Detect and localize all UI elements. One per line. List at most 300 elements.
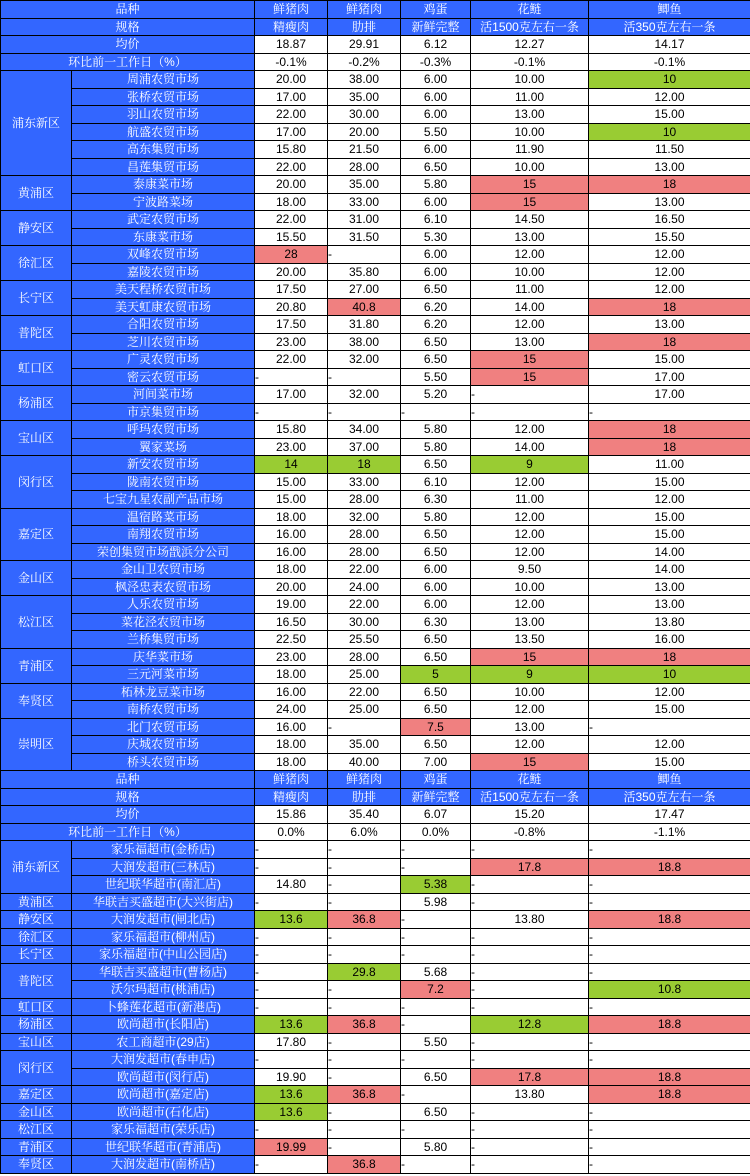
price-cell-empty: - (401, 911, 471, 929)
district-label: 闵行区 (1, 1051, 72, 1086)
market-row (1, 351, 750, 369)
market-row (1, 1121, 750, 1139)
price-cell-empty: - (471, 1156, 589, 1174)
market-name: 菜花泾农贸市场 (72, 613, 255, 631)
market-row (1, 333, 750, 351)
market-name: 七宝九星农副产品市场 (72, 491, 255, 509)
price-cell: 5.20 (401, 386, 471, 404)
market-row (1, 176, 750, 194)
price-cell-high: 18 (589, 648, 750, 666)
price-cell: 12.00 (471, 316, 589, 334)
price-cell-empty: - (401, 946, 471, 964)
price-cell: 28.00 (328, 543, 401, 561)
price-cell: 38.00 (328, 71, 401, 89)
price-cell: 11.50 (589, 141, 750, 159)
price-cell: 17.00 (589, 368, 750, 386)
average-price: 6.12 (401, 36, 471, 54)
price-cell: 6.00 (401, 193, 471, 211)
price-cell: 10.00 (471, 263, 589, 281)
market-row (1, 666, 750, 684)
market-row (1, 263, 750, 281)
price-cell: 11.00 (471, 88, 589, 106)
price-cell-empty: - (328, 876, 401, 894)
spec-cell: 活1500克左右一条 (471, 18, 589, 36)
price-cell-low: 18 (328, 456, 401, 474)
market-name: 家乐福超市(荣乐店) (72, 1121, 255, 1139)
price-cell: 17.00 (255, 88, 328, 106)
market-row (1, 946, 750, 964)
price-cell: 28.00 (328, 648, 401, 666)
average-price: 17.47 (589, 806, 750, 824)
price-cell: 16.00 (255, 718, 328, 736)
price-cell-empty: - (328, 1138, 401, 1156)
price-cell: 14.50 (471, 211, 589, 229)
district-label: 松江区 (1, 596, 72, 649)
price-cell: 12.00 (471, 543, 589, 561)
price-cell-empty: - (471, 386, 589, 404)
price-cell: 22.00 (328, 561, 401, 579)
price-cell: 18.00 (255, 736, 328, 754)
price-cell: 10.00 (471, 578, 589, 596)
market-name: 武定农贸市场 (72, 211, 255, 229)
price-cell: 11.00 (471, 281, 589, 299)
price-cell-low: 10 (589, 666, 750, 684)
price-cell: 32.00 (328, 386, 401, 404)
market-name: 荣创集贸市场戬浜分公司 (72, 543, 255, 561)
price-cell-high: 18.8 (589, 1016, 750, 1034)
market-name: 张桥农贸市场 (72, 88, 255, 106)
district-label: 青浦区 (1, 1138, 72, 1156)
price-cell: 11.90 (471, 141, 589, 159)
price-cell: 25.50 (328, 631, 401, 649)
price-cell-empty: - (328, 998, 401, 1016)
price-cell: 15.00 (589, 526, 750, 544)
spec-label: 规格 (1, 18, 255, 36)
price-cell-low: 10 (589, 123, 750, 141)
price-cell: 12.00 (471, 596, 589, 614)
price-cell-low: 13.6 (255, 1016, 328, 1034)
price-cell: 25.00 (328, 666, 401, 684)
price-cell: 6.20 (401, 316, 471, 334)
price-cell-high: 15 (471, 351, 589, 369)
average-price: 15.20 (471, 806, 589, 824)
price-cell-empty: - (471, 1033, 589, 1051)
market-name: 金山卫农贸市场 (72, 561, 255, 579)
price-cell-empty: - (589, 928, 750, 946)
price-cell: 6.50 (401, 281, 471, 299)
market-row (1, 211, 750, 229)
price-cell-empty: - (328, 928, 401, 946)
price-cell-low: 9 (471, 456, 589, 474)
market-name: 沃尔玛超市(桃浦店) (72, 981, 255, 999)
market-name: 航盛农贸市场 (72, 123, 255, 141)
market-row (1, 701, 750, 719)
market-row (1, 158, 750, 176)
market-name: 人乐农贸市场 (72, 596, 255, 614)
change-label: 环比前一工作日（%） (1, 53, 255, 71)
price-cell: 17.00 (255, 123, 328, 141)
price-cell: 10.00 (471, 71, 589, 89)
district-label: 宝山区 (1, 421, 72, 456)
price-cell: 12.00 (589, 281, 750, 299)
price-cell-high: 18.8 (589, 1068, 750, 1086)
price-cell-empty: - (255, 981, 328, 999)
price-cell: 20.00 (328, 123, 401, 141)
price-cell: 5.80 (401, 508, 471, 526)
price-cell-high: 18.8 (589, 858, 750, 876)
market-row (1, 281, 750, 299)
price-cell-empty: - (328, 946, 401, 964)
price-cell: 22.00 (255, 158, 328, 176)
price-cell-low: 29.8 (328, 963, 401, 981)
market-name: 周浦农贸市场 (72, 71, 255, 89)
price-cell: 20.00 (255, 263, 328, 281)
price-cell: 30.00 (328, 613, 401, 631)
price-cell: 15.00 (255, 473, 328, 491)
price-cell: 6.50 (401, 158, 471, 176)
price-cell-empty: - (328, 1103, 401, 1121)
price-cell-empty: - (328, 718, 401, 736)
price-cell: 6.00 (401, 596, 471, 614)
price-cell: 15.00 (589, 351, 750, 369)
price-cell: 19.00 (255, 596, 328, 614)
market-row (1, 561, 750, 579)
market-name: 桥头农贸市场 (72, 753, 255, 771)
price-cell: 15.00 (589, 701, 750, 719)
district-label: 普陀区 (1, 316, 72, 351)
price-cell: 13.00 (471, 613, 589, 631)
market-name: 昌莲集贸市场 (72, 158, 255, 176)
price-cell: 18.00 (255, 508, 328, 526)
average-price: 35.40 (328, 806, 401, 824)
market-row (1, 473, 750, 491)
price-cell: 13.80 (471, 911, 589, 929)
price-cell-empty: - (471, 963, 589, 981)
price-cell: 13.00 (471, 333, 589, 351)
price-cell-empty: - (589, 403, 750, 421)
market-row (1, 123, 750, 141)
price-cell: 28.00 (328, 491, 401, 509)
change-label: 环比前一工作日（%） (1, 823, 255, 841)
price-cell: 16.50 (589, 211, 750, 229)
spec-cell: 活350克左右一条 (589, 18, 750, 36)
price-cell-empty: - (328, 403, 401, 421)
market-row (1, 88, 750, 106)
market-row (1, 508, 750, 526)
change-percent: -0.1% (589, 53, 750, 71)
market-name: 大润发超市(三林店) (72, 858, 255, 876)
price-cell-high: 36.8 (328, 1086, 401, 1104)
price-cell: 13.00 (471, 228, 589, 246)
market-name: 嘉陵农贸市场 (72, 263, 255, 281)
price-cell: 5.98 (401, 893, 471, 911)
price-cell-empty: - (401, 1121, 471, 1139)
spec-row (1, 788, 750, 806)
price-cell: 6.50 (401, 543, 471, 561)
market-name: 农工商超市(29店) (72, 1033, 255, 1051)
price-cell-empty: - (401, 841, 471, 859)
price-cell: 28.00 (328, 158, 401, 176)
price-cell: 10.00 (471, 123, 589, 141)
price-cell: 33.00 (328, 473, 401, 491)
price-cell: 6.00 (401, 246, 471, 264)
price-cell: 12.00 (589, 246, 750, 264)
price-cell-empty: - (589, 718, 750, 736)
market-row (1, 613, 750, 631)
price-cell-empty: - (255, 368, 328, 386)
market-name: 芝川农贸市场 (72, 333, 255, 351)
price-cell-high: 18 (589, 438, 750, 456)
market-row (1, 106, 750, 124)
price-cell-empty: - (401, 1086, 471, 1104)
market-name: 呼玛农贸市场 (72, 421, 255, 439)
spec-row (1, 18, 750, 36)
price-cell: 6.00 (401, 106, 471, 124)
market-name: 华联吉买盛超市(曹杨店) (72, 963, 255, 981)
price-cell-empty: - (401, 1051, 471, 1069)
market-row (1, 911, 750, 929)
change-percent: -0.1% (471, 53, 589, 71)
price-cell: 23.00 (255, 438, 328, 456)
price-cell: 12.00 (471, 736, 589, 754)
price-cell-empty: - (255, 1156, 328, 1174)
price-cell: 6.10 (401, 473, 471, 491)
market-name: 欧尚超市(长阳店) (72, 1016, 255, 1034)
column-header-product: 花鲢 (471, 771, 589, 789)
price-cell: 17.00 (589, 386, 750, 404)
market-row (1, 403, 750, 421)
price-cell: 12.00 (471, 473, 589, 491)
market-name: 温宿路菜市场 (72, 508, 255, 526)
price-cell: 27.00 (328, 281, 401, 299)
price-cell: 22.00 (255, 211, 328, 229)
price-cell-high: 18 (589, 298, 750, 316)
price-cell-high: 17.8 (471, 858, 589, 876)
district-label: 杨浦区 (1, 386, 72, 421)
price-cell-empty: - (589, 1033, 750, 1051)
price-cell: 6.50 (401, 456, 471, 474)
market-name: 市京集贸市场 (72, 403, 255, 421)
market-name: 家乐福超市(金桥店) (72, 841, 255, 859)
district-label: 宝山区 (1, 1033, 72, 1051)
market-name: 翼家菜场 (72, 438, 255, 456)
market-name: 高东集贸市场 (72, 141, 255, 159)
price-cell: 17.80 (255, 1033, 328, 1051)
price-cell: 6.50 (401, 1103, 471, 1121)
market-name: 庆华菜市场 (72, 648, 255, 666)
price-cell-low: 9 (471, 666, 589, 684)
spec-cell: 活350克左右一条 (589, 788, 750, 806)
market-row (1, 998, 750, 1016)
price-cell: 18.00 (255, 561, 328, 579)
market-row (1, 928, 750, 946)
price-cell: 18.00 (255, 193, 328, 211)
price-cell: 33.00 (328, 193, 401, 211)
market-name: 庆城农贸市场 (72, 736, 255, 754)
market-name: 大润发超市(闸北店) (72, 911, 255, 929)
price-cell: 13.00 (589, 316, 750, 334)
price-cell: 13.00 (471, 718, 589, 736)
spec-cell: 精瘦肉 (255, 18, 328, 36)
price-cell-empty: - (471, 841, 589, 859)
market-name: 南桥农贸市场 (72, 701, 255, 719)
price-cell-low: 10.8 (589, 981, 750, 999)
market-name: 北门农贸市场 (72, 718, 255, 736)
column-header-product: 鸡蛋 (401, 771, 471, 789)
average-price: 15.86 (255, 806, 328, 824)
price-cell: 23.00 (255, 648, 328, 666)
price-cell: 13.00 (471, 106, 589, 124)
spec-cell: 活1500克左右一条 (471, 788, 589, 806)
market-row (1, 578, 750, 596)
price-cell: 38.00 (328, 333, 401, 351)
price-cell: 12.00 (589, 683, 750, 701)
price-cell: 31.50 (328, 228, 401, 246)
market-row (1, 298, 750, 316)
price-cell-high: 15 (471, 176, 589, 194)
price-cell: 34.00 (328, 421, 401, 439)
price-cell-low: 13.6 (255, 1086, 328, 1104)
price-cell-empty: - (589, 893, 750, 911)
change-percent: -0.2% (328, 53, 401, 71)
market-name: 东康菜市场 (72, 228, 255, 246)
price-cell-high: 18 (589, 176, 750, 194)
price-cell-low: 14 (255, 456, 328, 474)
price-cell: 22.00 (328, 683, 401, 701)
market-row (1, 1051, 750, 1069)
price-cell: 6.20 (401, 298, 471, 316)
market-name: 欧尚超市(闵行店) (72, 1068, 255, 1086)
market-name: 美天虹康农贸市场 (72, 298, 255, 316)
price-cell-empty: - (401, 858, 471, 876)
price-cell: 12.00 (471, 508, 589, 526)
market-row (1, 736, 750, 754)
price-cell-empty: - (471, 998, 589, 1016)
market-row (1, 1103, 750, 1121)
market-name: 柘林龙豆菜市场 (72, 683, 255, 701)
price-cell: 31.80 (328, 316, 401, 334)
column-header-product: 鲜猪肉 (328, 771, 401, 789)
price-cell: 14.00 (589, 543, 750, 561)
market-row (1, 596, 750, 614)
price-cell-high: 19.99 (255, 1138, 328, 1156)
average-label: 均价 (1, 806, 255, 824)
market-name: 合阳农贸市场 (72, 316, 255, 334)
market-name: 双峰农贸市场 (72, 246, 255, 264)
price-cell: 15.00 (589, 473, 750, 491)
change-percent: 0.0% (401, 823, 471, 841)
price-cell: 19.90 (255, 1068, 328, 1086)
district-label: 金山区 (1, 1103, 72, 1121)
price-cell: 13.00 (589, 193, 750, 211)
price-cell: 14.00 (471, 438, 589, 456)
price-cell: 24.00 (328, 578, 401, 596)
price-cell: 12.00 (589, 88, 750, 106)
price-cell-empty: - (589, 841, 750, 859)
market-row (1, 893, 750, 911)
price-cell: 9.50 (471, 561, 589, 579)
spec-label: 规格 (1, 788, 255, 806)
column-header-item: 品种 (1, 771, 255, 789)
price-cell: 16.00 (255, 543, 328, 561)
price-cell: 12.00 (471, 701, 589, 719)
column-header-product: 鲫鱼 (589, 771, 750, 789)
average-label: 均价 (1, 36, 255, 54)
price-cell-empty: - (328, 841, 401, 859)
price-cell-empty: - (328, 1033, 401, 1051)
change-percent: -0.3% (401, 53, 471, 71)
market-name: 陇南农贸市场 (72, 473, 255, 491)
market-row (1, 963, 750, 981)
price-cell: 32.00 (328, 508, 401, 526)
district-label: 闵行区 (1, 456, 72, 509)
market-row (1, 631, 750, 649)
price-cell-empty: - (255, 928, 328, 946)
price-cell: 16.00 (589, 631, 750, 649)
price-cell: 15.00 (255, 491, 328, 509)
market-row (1, 841, 750, 859)
price-cell-empty: - (255, 946, 328, 964)
price-cell: 6.30 (401, 491, 471, 509)
price-cell: 13.00 (589, 578, 750, 596)
spec-cell: 精瘦肉 (255, 788, 328, 806)
price-cell: 5.80 (401, 421, 471, 439)
price-cell: 30.00 (328, 106, 401, 124)
price-cell: 16.00 (255, 526, 328, 544)
column-header-product: 鸡蛋 (401, 1, 471, 19)
price-cell-empty: - (255, 403, 328, 421)
price-cell: 28.00 (328, 526, 401, 544)
price-cell: 10.00 (471, 683, 589, 701)
price-cell: 6.50 (401, 683, 471, 701)
price-cell: 11.00 (471, 491, 589, 509)
price-cell: 35.00 (328, 176, 401, 194)
district-label: 杨浦区 (1, 1016, 72, 1034)
price-cell: 5.80 (401, 1138, 471, 1156)
price-cell-empty: - (589, 1121, 750, 1139)
price-cell-empty: - (255, 858, 328, 876)
price-cell-empty: - (471, 981, 589, 999)
price-cell-empty: - (589, 963, 750, 981)
price-cell: 5.50 (401, 368, 471, 386)
district-label: 黄浦区 (1, 893, 72, 911)
price-cell: 13.00 (589, 596, 750, 614)
market-row (1, 421, 750, 439)
price-cell: 20.00 (255, 578, 328, 596)
price-cell: 15.00 (589, 508, 750, 526)
price-cell: 5.80 (401, 176, 471, 194)
market-name: 广灵农贸市场 (72, 351, 255, 369)
price-cell-high: 36.8 (328, 1016, 401, 1034)
district-label: 崇明区 (1, 718, 72, 771)
price-cell-high: 36.8 (328, 911, 401, 929)
average-price: 18.87 (255, 36, 328, 54)
market-row (1, 1156, 750, 1174)
price-cell-empty: - (471, 403, 589, 421)
price-cell: 6.10 (401, 211, 471, 229)
price-cell-empty: - (255, 841, 328, 859)
district-label: 普陀区 (1, 963, 72, 998)
price-cell: 17.50 (255, 316, 328, 334)
price-cell-empty: - (471, 928, 589, 946)
market-name: 欧尚超市(嘉定店) (72, 1086, 255, 1104)
market-name: 三元河菜市场 (72, 666, 255, 684)
price-cell-empty: - (471, 946, 589, 964)
district-label: 黄浦区 (1, 176, 72, 211)
price-cell-empty: - (589, 1051, 750, 1069)
price-cell-empty: - (255, 998, 328, 1016)
market-name: 南翔农贸市场 (72, 526, 255, 544)
